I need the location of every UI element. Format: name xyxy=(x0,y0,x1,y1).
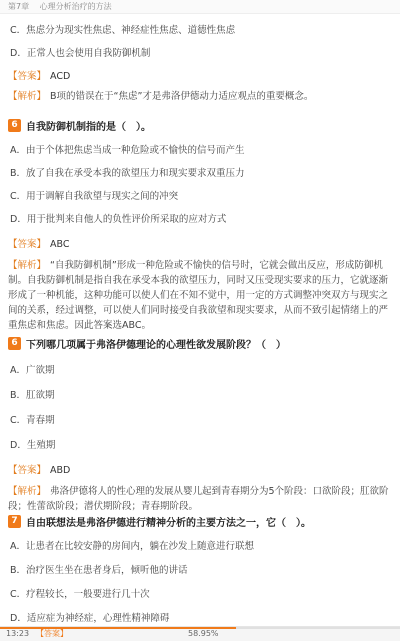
clock: 13:23 xyxy=(6,629,30,638)
option-d: D．适应症为神经症，心理性精神障碍 xyxy=(10,613,170,624)
explanation-text: 弗洛伊德将人的性心理的发展从婴儿起到青春期分为5个阶段：口欲阶段；肛欲阶段；性蕾欲阶段；潜伏期阶段；青春期阶段。 xyxy=(8,486,389,512)
option-a: A．由于个体把焦虑当成一种危险或不愉快的信号而产生 xyxy=(10,145,245,156)
explanation-text: “自我防御机制”形成一种危险或不愉快的信号时，它就会做出反应，形成防御机制。自我防御机制是指自我在承受本我的欲望压力，同时又压受现实要求的压力，它就逐渐形成了一种机能，这种功能可以使人们在不知不觉中，用一定的方式调整冲突双方与现实之间的关系，经过调整，可以使人们同时接受自我欲望和现实要求，从而不致引起情绪上的严重焦虑和焦虑。因此答案选ABC。 xyxy=(8,260,389,331)
answer-value: ABC xyxy=(50,239,70,250)
section-title: 心理分析治疗的方法 xyxy=(39,2,112,11)
question-text: 自我防御机制指的是（ ）。 xyxy=(26,122,151,133)
answer-peek-label: 【答案】 xyxy=(36,629,68,638)
option-b: B．肛欲期 xyxy=(10,390,55,401)
explanation-label: 【解析】 xyxy=(8,260,47,271)
page-content xyxy=(0,14,400,626)
answer-row xyxy=(8,236,392,250)
chapter-label: 第7章 xyxy=(8,2,30,11)
explanation-label: 【解析】 xyxy=(8,91,47,102)
explanation xyxy=(8,484,392,514)
question-text: 自由联想法是弗洛伊德进行精神分析的主要方法之一，它（ ）。 xyxy=(26,518,311,529)
option-d: D．用于批判来自他人的负性评价所采取的应对方式 xyxy=(10,214,227,225)
option-a: A．让患者在比较安静的房间内，躺在沙发上随意进行联想 xyxy=(10,541,254,552)
reader-status-bar xyxy=(0,626,400,641)
reader-header xyxy=(0,0,400,14)
question-number-badge: 6 xyxy=(8,119,21,132)
question-heading xyxy=(8,118,392,133)
question-heading xyxy=(8,336,392,351)
option-d: D．生殖期 xyxy=(10,440,56,451)
question-heading xyxy=(8,514,392,529)
answer-label: 【答案】 xyxy=(8,465,47,476)
option-d: D．正常人也会使用自我防御机制 xyxy=(10,48,151,59)
explanation xyxy=(8,258,392,333)
explanation xyxy=(8,89,392,104)
answer-value: ABD xyxy=(50,465,71,476)
explanation-text: B项的错误在于“焦虑”才是弗洛伊德动力适应观点的重要概念。 xyxy=(50,91,314,102)
answer-label: 【答案】 xyxy=(8,239,47,250)
answer-row xyxy=(8,462,392,476)
explanation-label: 【解析】 xyxy=(8,486,47,497)
question-text: 下列哪几项属于弗洛伊德理论的心理性欲发展阶段？（ ） xyxy=(26,340,286,351)
option-b: B．治疗医生坐在患者身后，倾听他的讲话 xyxy=(10,565,188,576)
option-c: C．焦虑分为现实性焦虑、神经症性焦虑、道德性焦虑 xyxy=(10,25,236,36)
option-c: C．疗程较长，一般要进行几十次 xyxy=(10,589,150,600)
answer-label: 【答案】 xyxy=(8,71,47,82)
question-number-badge: 7 xyxy=(8,515,21,528)
option-c: C．用于调解自我欲望与现实之间的冲突 xyxy=(10,191,179,202)
option-c: C．青春期 xyxy=(10,415,55,426)
option-b: B．放了自我在承受本我的欲望压力和现实要求双重压力 xyxy=(10,168,245,179)
option-a: A．广欲期 xyxy=(10,365,55,376)
answer-value: ACD xyxy=(50,71,71,82)
question-number-badge: 6 xyxy=(8,337,21,350)
reading-progress-text: 58.95% xyxy=(188,629,219,638)
answer-row xyxy=(8,68,392,82)
